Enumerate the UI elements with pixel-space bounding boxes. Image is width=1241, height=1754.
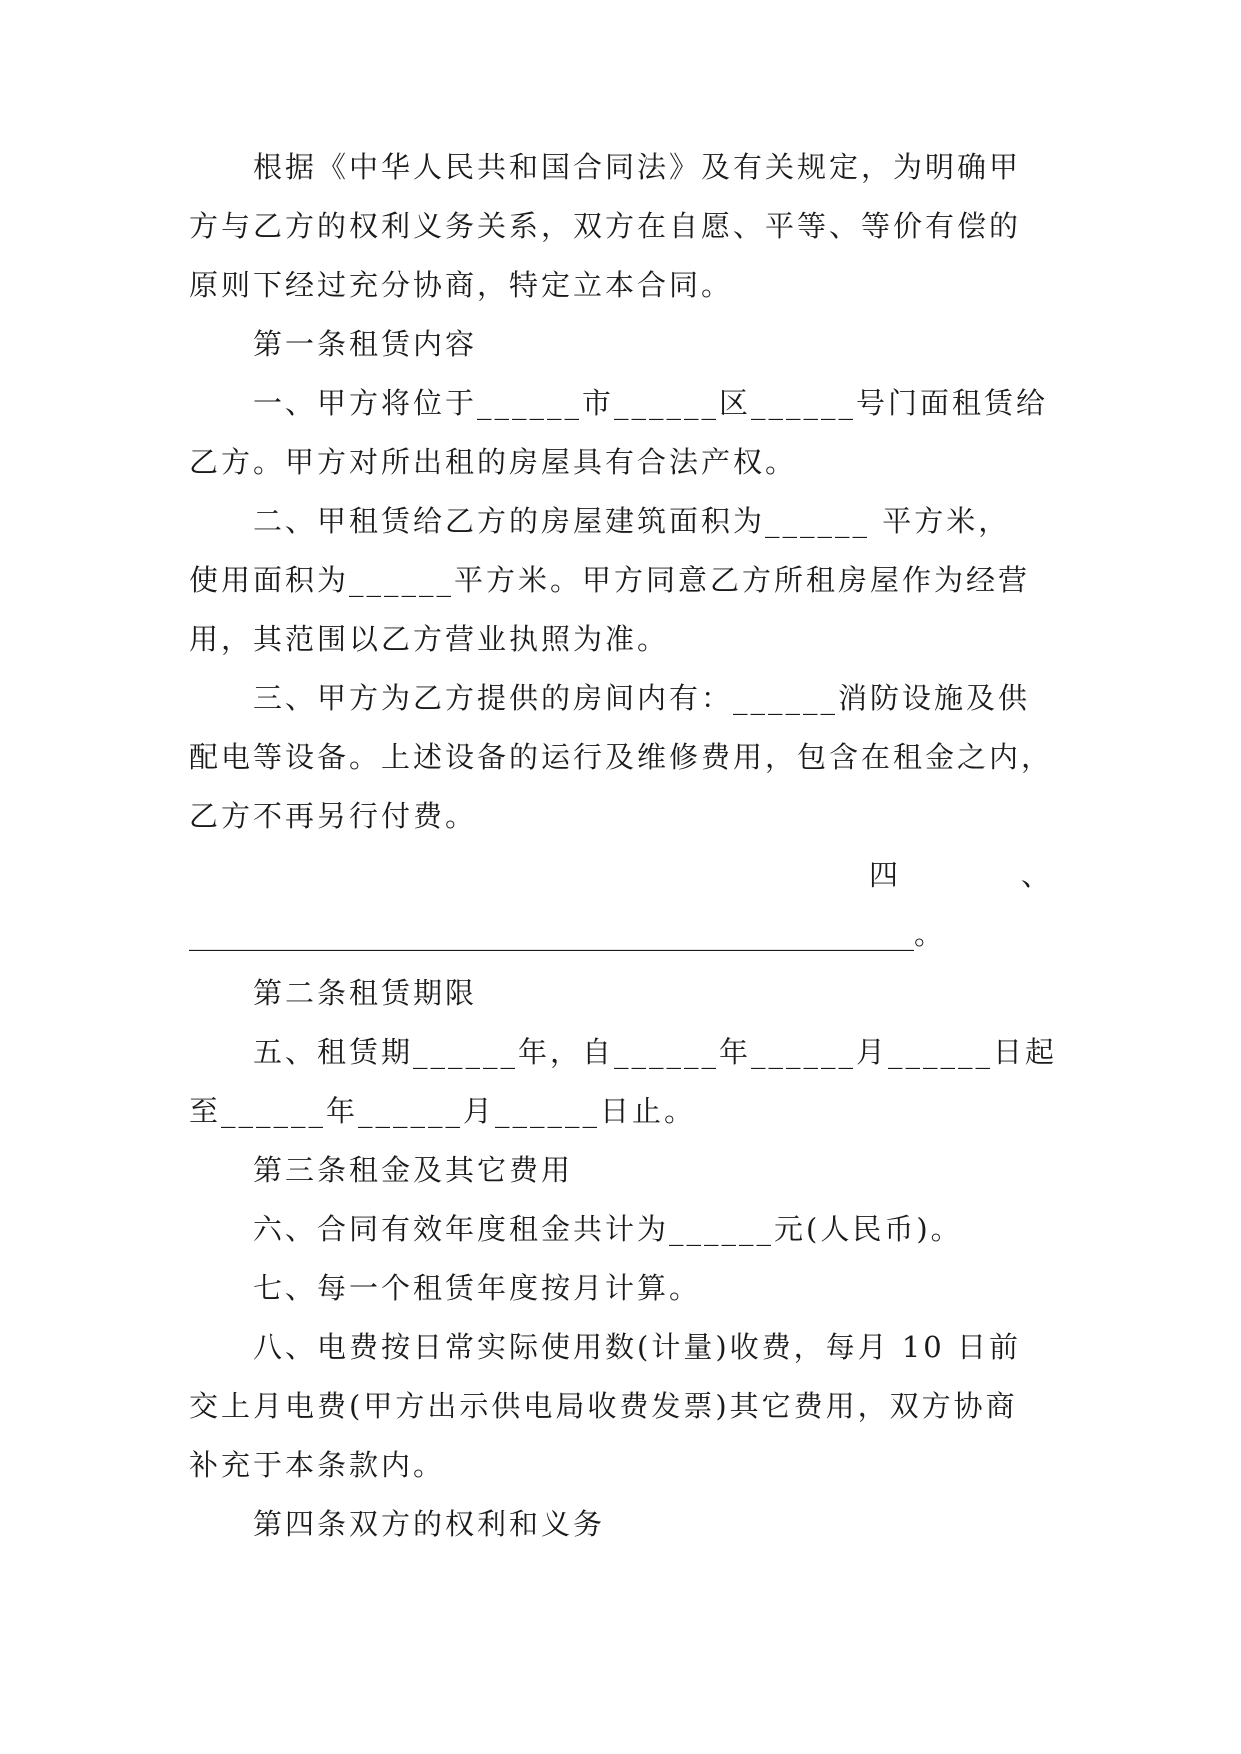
- paragraph-line: 三、甲方为乙方提供的房间内有：______消防设施及供: [253, 681, 1031, 715]
- paragraph-line: __________________________________________________。: [189, 917, 944, 951]
- paragraph-line: 乙方不再另行付费。: [189, 799, 478, 833]
- section-heading: 第二条租赁期限: [253, 976, 478, 1010]
- punctuation: 、: [1020, 858, 1053, 892]
- clause-number: 四: [868, 858, 901, 892]
- paragraph-line: 二、甲租赁给乙方的房屋建筑面积为______ 平方米，: [253, 504, 1011, 538]
- paragraph-line: 配电等设备。上述设备的运行及维修费用，包含在租金之内，: [189, 740, 1054, 774]
- paragraph-line: 至______年______月______日止。: [189, 1094, 697, 1128]
- paragraph-line: 交上月电费(甲方出示供电局收费发票)其它费用，双方协商: [189, 1389, 1018, 1423]
- paragraph-line: 使用面积为______平方米。甲方同意乙方所租房屋作为经营: [189, 563, 1031, 597]
- paragraph-line: 方与乙方的权利义务关系，双方在自愿、平等、等价有偿的: [189, 209, 1022, 243]
- contract-body: [189, 138, 1058, 1554]
- paragraph-line-justified: [189, 846, 1053, 905]
- paragraph-line: 补充于本条款内。: [189, 1448, 446, 1482]
- paragraph-line: 七、每一个租赁年度按月计算。: [253, 1271, 702, 1305]
- paragraph-line: 根据《中华人民共和国合同法》及有关规定，为明确甲: [253, 150, 1022, 184]
- paragraph-line: 五、租赁期______年，自______年______月______日起: [253, 1035, 1058, 1069]
- paragraph-line: 六、合同有效年度租金共计为______元(人民币)。: [253, 1212, 963, 1246]
- section-heading: 第一条租赁内容: [253, 327, 478, 361]
- paragraph-line: 原则下经过充分协商，特定立本合同。: [189, 268, 734, 302]
- paragraph-line: 一、甲方将位于______市______区______号门面租赁给: [253, 386, 1049, 420]
- paragraph-line: 八、电费按日常实际使用数(计量)收费，每月 10 日前: [253, 1330, 1021, 1364]
- section-heading: 第三条租金及其它费用: [253, 1153, 574, 1187]
- paragraph-line: 乙方。甲方对所出租的房屋具有合法产权。: [189, 445, 798, 479]
- paragraph-line: 用，其范围以乙方营业执照为准。: [189, 622, 670, 656]
- section-heading: 第四条双方的权利和义务: [253, 1507, 606, 1541]
